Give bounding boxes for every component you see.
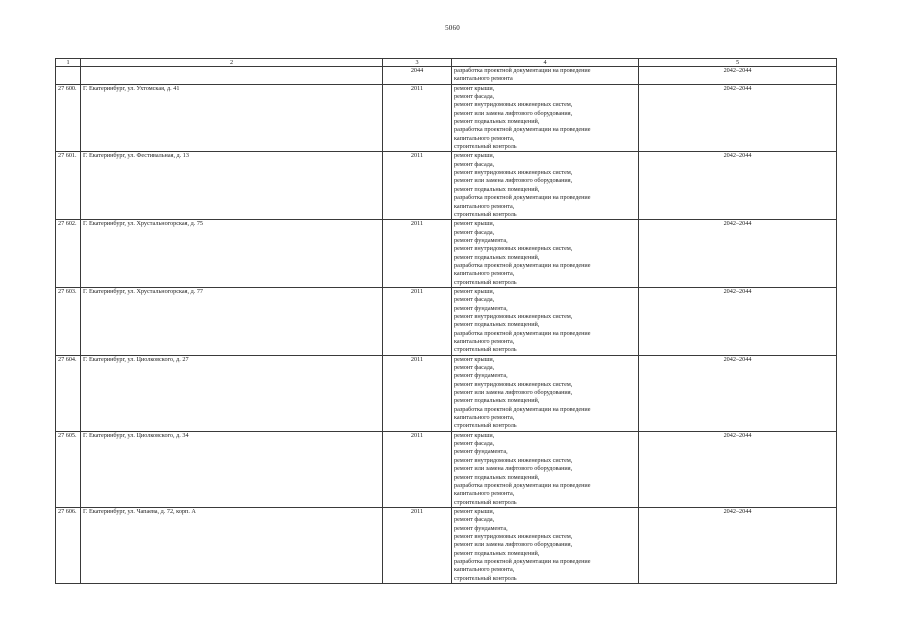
year-cell: 2044 — [383, 67, 452, 85]
year-cell: 2011 — [383, 431, 452, 507]
work-item: ремонт фасада, — [454, 516, 495, 524]
work-item: ремонт внутридомовых инженерных систем, — [454, 380, 573, 388]
work-item: ремонт подвальных помещений, — [454, 321, 540, 329]
work-item: капитального ремонта, — [454, 202, 515, 210]
work-item: строительный контроль — [454, 574, 517, 582]
year-cell: 2011 — [383, 355, 452, 431]
table-row — [56, 431, 837, 507]
works-cell — [452, 152, 639, 220]
row-number-cell: 27 603. — [56, 287, 81, 355]
column-header: 4 — [452, 59, 639, 67]
work-item: ремонт подвальных помещений, — [454, 549, 540, 557]
address-cell: Г. Екатеринбург, ул. Хрустальногорская, д. 77 — [81, 287, 383, 355]
work-item: ремонт или замена лифтового оборудования, — [454, 465, 573, 473]
table-row — [56, 507, 837, 583]
year-cell: 2011 — [383, 84, 452, 152]
work-item: ремонт внутридомовых инженерных систем, — [454, 312, 573, 320]
work-item: ремонт фундамента, — [454, 448, 508, 456]
row-number-cell: 27 602. — [56, 220, 81, 288]
work-item: строительный контроль — [454, 210, 517, 218]
work-item: ремонт крыши, — [454, 507, 495, 515]
work-item: разработка проектной документации на проведение — [454, 481, 591, 489]
repair-schedule-table — [55, 58, 837, 584]
address-cell: Г. Екатеринбург, ул. Фестивальная, д. 13 — [81, 152, 383, 220]
works-cell — [452, 220, 639, 288]
work-item: ремонт внутридомовых инженерных систем, — [454, 169, 573, 177]
work-item: ремонт фундамента, — [454, 524, 508, 532]
column-header: 3 — [383, 59, 452, 67]
work-item: разработка проектной документации на проведение — [454, 126, 591, 134]
work-item: ремонт подвальных помещений, — [454, 118, 540, 126]
work-item: разработка проектной документации на проведение — [454, 405, 591, 413]
row-number-cell: 27 606. — [56, 507, 81, 583]
period-cell: 2042–2044 — [639, 355, 837, 431]
work-item: ремонт крыши, — [454, 152, 495, 160]
period-cell: 2042–2044 — [639, 287, 837, 355]
work-item: разработка проектной документации на проведение — [454, 67, 591, 74]
row-number-cell: 27 604. — [56, 355, 81, 431]
period-cell: 2042–2044 — [639, 507, 837, 583]
work-item: ремонт крыши, — [454, 431, 495, 439]
works-cell — [452, 431, 639, 507]
row-number-cell: 27 600. — [56, 84, 81, 152]
table-row — [56, 287, 837, 355]
period-cell: 2042–2044 — [639, 67, 837, 85]
column-header: 5 — [639, 59, 837, 67]
period-cell: 2042–2044 — [639, 152, 837, 220]
works-cell — [452, 507, 639, 583]
period-cell: 2042–2044 — [639, 431, 837, 507]
work-item: ремонт фасада, — [454, 228, 495, 236]
work-item: строительный контроль — [454, 346, 517, 354]
row-number-cell — [56, 67, 81, 85]
address-cell — [81, 67, 383, 85]
work-item: ремонт крыши, — [454, 287, 495, 295]
work-item: разработка проектной документации на проведение — [454, 557, 591, 565]
works-cell — [452, 355, 639, 431]
address-cell: Г. Екатеринбург, ул. Ухтомская, д. 41 — [81, 84, 383, 152]
work-item: ремонт или замена лифтового оборудования, — [454, 177, 573, 185]
work-item: ремонт фундамента, — [454, 236, 508, 244]
work-item: ремонт крыши, — [454, 355, 495, 363]
table-row — [56, 152, 837, 220]
work-item: капитального ремонта, — [454, 566, 515, 574]
work-item: ремонт внутридомовых инженерных систем, — [454, 456, 573, 464]
page-number: 5060 — [445, 24, 460, 32]
work-item: ремонт фасада, — [454, 93, 495, 101]
works-cell — [452, 287, 639, 355]
work-item: ремонт фундамента, — [454, 304, 508, 312]
column-header: 1 — [56, 59, 81, 67]
work-item: ремонт или замена лифтового оборудования, — [454, 541, 573, 549]
address-cell: Г. Екатеринбург, ул. Чапаева, д. 72, корп. А — [81, 507, 383, 583]
work-item: капитального ремонта, — [454, 414, 515, 422]
row-number-cell: 27 605. — [56, 431, 81, 507]
work-item: капитального ремонта, — [454, 338, 515, 345]
work-item: капитального ремонта, — [454, 490, 515, 498]
address-cell: Г. Екатеринбург, ул. Хрустальногорская, д. 75 — [81, 220, 383, 288]
column-header: 2 — [81, 59, 383, 67]
table-row — [56, 355, 837, 431]
table-row — [56, 84, 837, 152]
work-item: разработка проектной документации на проведение — [454, 261, 591, 269]
period-cell: 2042–2044 — [639, 220, 837, 288]
work-item: ремонт фасада, — [454, 440, 495, 448]
work-item: строительный контроль — [454, 278, 517, 286]
work-item: ремонт подвальных помещений, — [454, 185, 540, 193]
column-number-row — [56, 59, 837, 67]
work-item: капитального ремонта — [454, 75, 513, 83]
work-item: ремонт фасада, — [454, 296, 495, 304]
work-item: ремонт фасада, — [454, 160, 495, 168]
work-item: ремонт подвальных помещений, — [454, 473, 540, 481]
work-item: строительный контроль — [454, 143, 517, 151]
year-cell: 2011 — [383, 287, 452, 355]
row-number-cell: 27 601. — [56, 152, 81, 220]
period-cell: 2042–2044 — [639, 84, 837, 152]
year-cell: 2011 — [383, 220, 452, 288]
work-item: капитального ремонта, — [454, 134, 515, 142]
year-cell: 2011 — [383, 507, 452, 583]
year-cell: 2011 — [383, 152, 452, 220]
work-item: ремонт крыши, — [454, 84, 495, 92]
address-cell: Г. Екатеринбург, ул. Циолковского, д. 27 — [81, 355, 383, 431]
work-item: капитального ремонта, — [454, 270, 515, 278]
work-item: строительный контроль — [454, 422, 517, 430]
work-item: ремонт фасада, — [454, 364, 495, 372]
work-item: ремонт или замена лифтового оборудования, — [454, 109, 573, 117]
work-item: ремонт подвальных помещений, — [454, 253, 540, 261]
work-item: строительный контроль — [454, 498, 517, 506]
table-row — [56, 220, 837, 288]
work-item: ремонт внутридомовых инженерных систем, — [454, 532, 573, 540]
works-cell — [452, 84, 639, 152]
work-item: разработка проектной документации на проведение — [454, 194, 591, 202]
work-item: ремонт крыши, — [454, 220, 495, 228]
work-item: ремонт внутридомовых инженерных систем, — [454, 101, 573, 109]
work-item: ремонт или замена лифтового оборудования, — [454, 389, 573, 397]
work-item: разработка проектной документации на проведение — [454, 329, 591, 337]
work-item: ремонт подвальных помещений, — [454, 397, 540, 405]
work-item: ремонт внутридомовых инженерных систем, — [454, 245, 573, 253]
work-item: ремонт фундамента, — [454, 372, 508, 380]
continuation-row — [56, 67, 837, 85]
address-cell: Г. Екатеринбург, ул. Циолковского, д. 34 — [81, 431, 383, 507]
works-cell — [452, 67, 639, 85]
